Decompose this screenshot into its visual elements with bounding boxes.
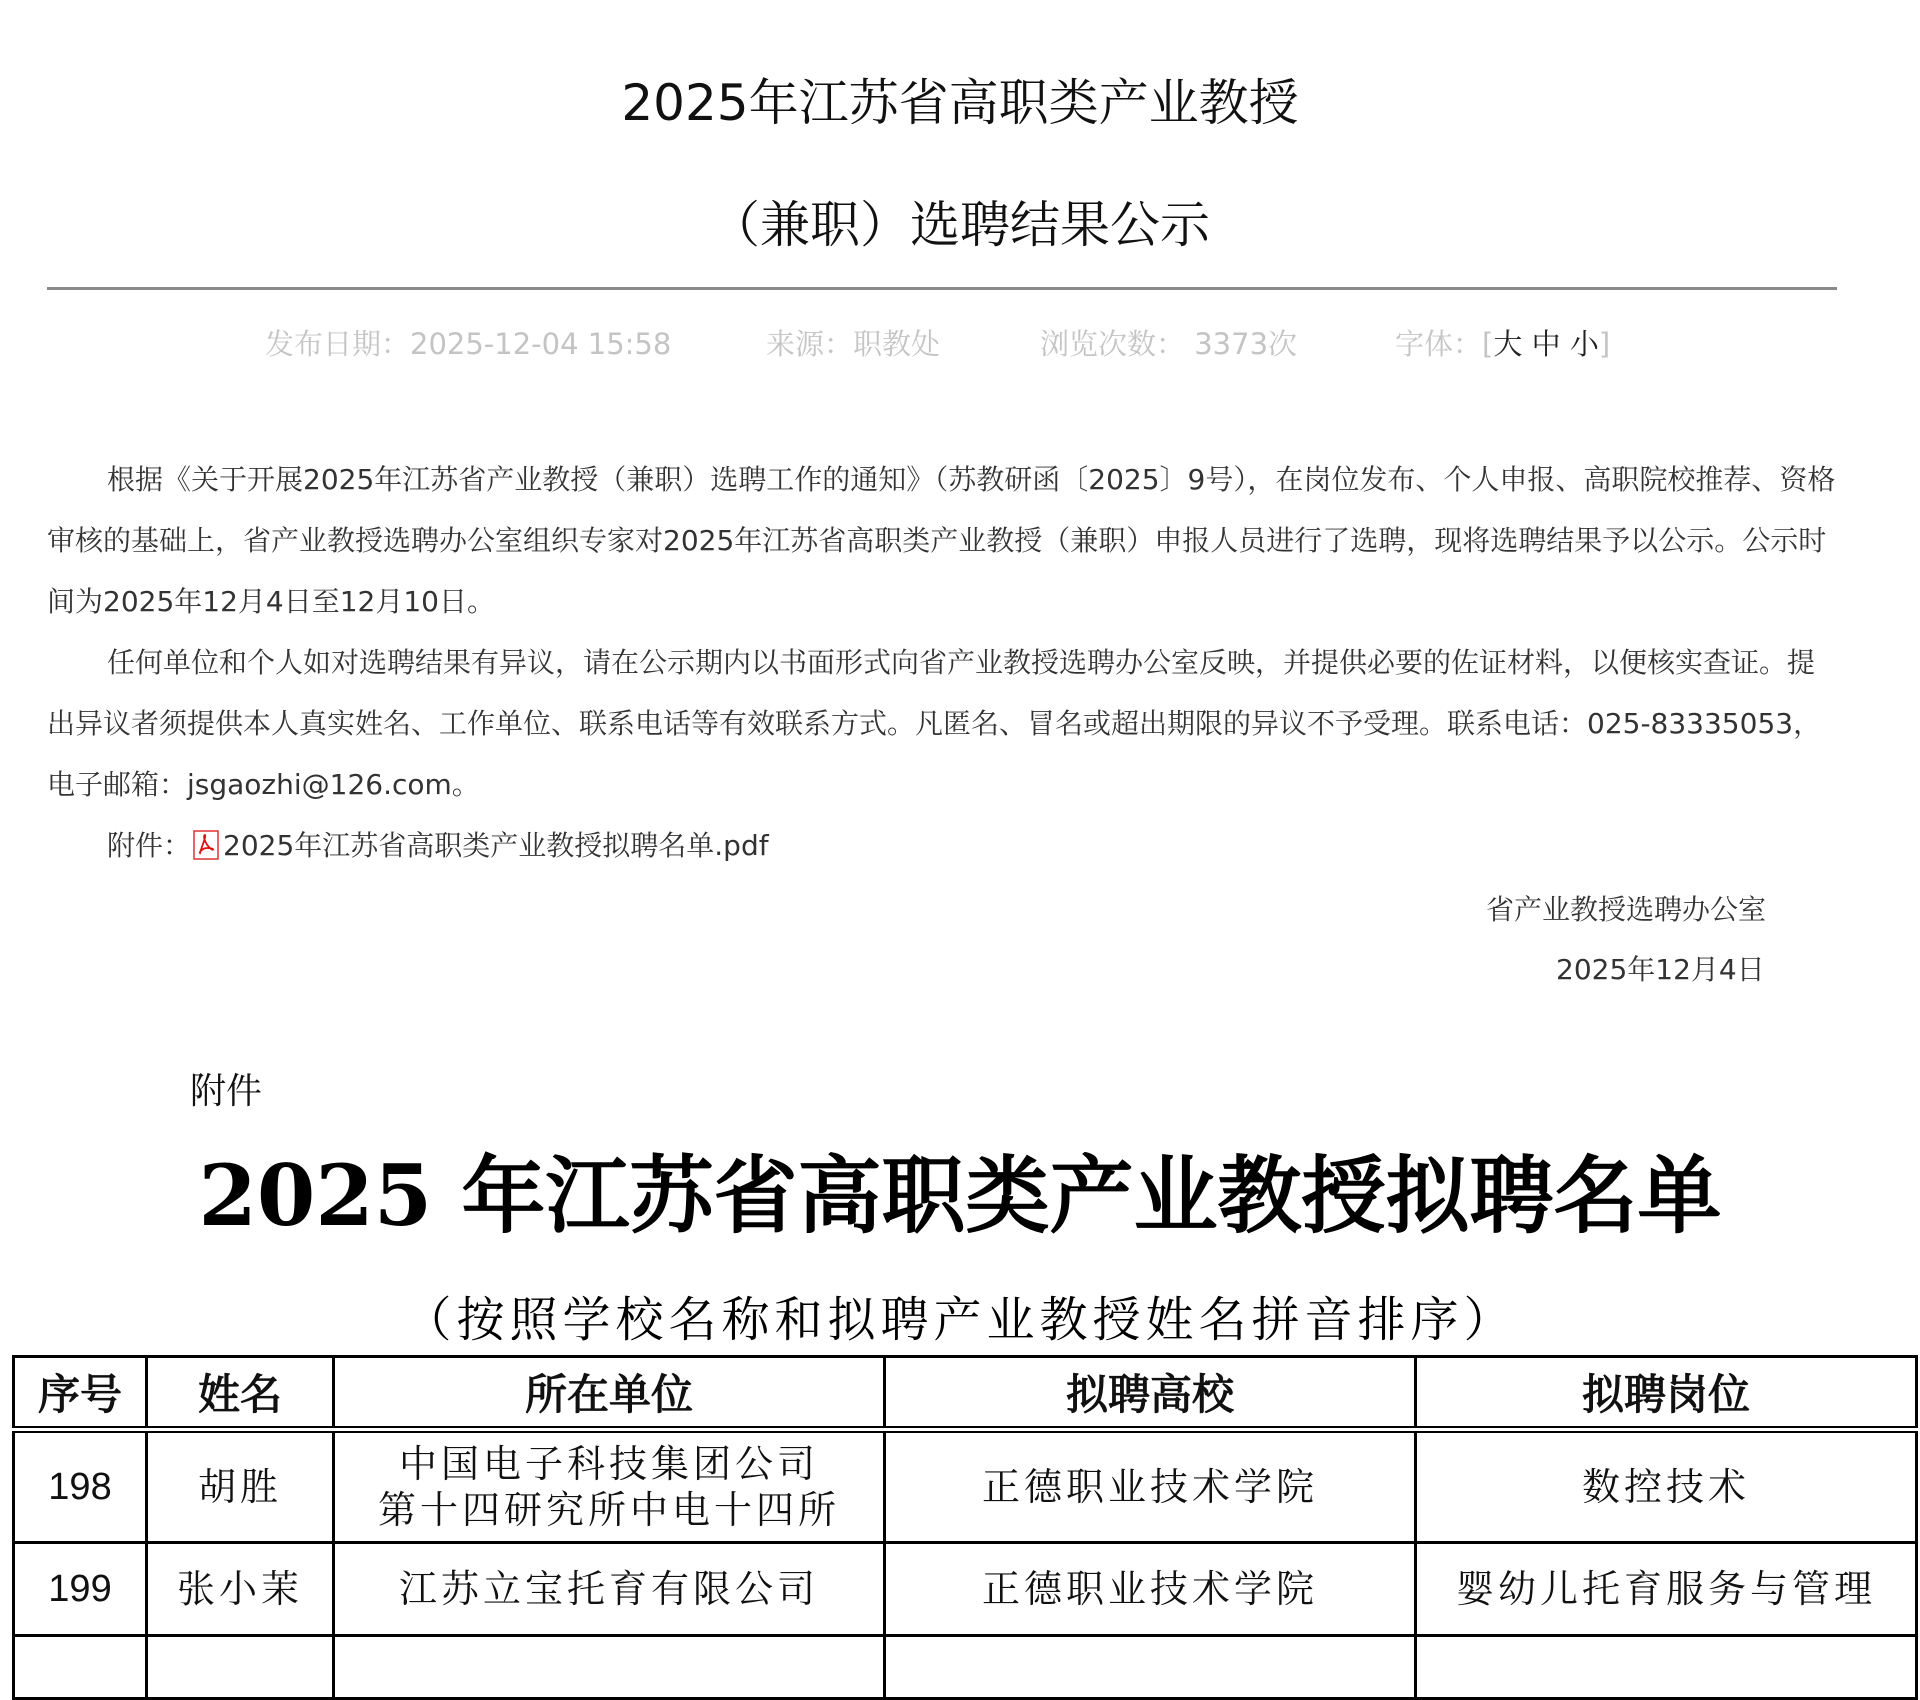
- attachment-doc-label: 附件: [190, 1071, 263, 1112]
- page-title: 2025年江苏省高职类产业教授: [621, 74, 1299, 132]
- bracket-open: [: [1482, 327, 1494, 361]
- cell-unit: 江苏立宝托育有限公司: [334, 1543, 885, 1636]
- col-header-school: 拟聘高校: [885, 1357, 1416, 1430]
- attachment-doc-title: 2025 年江苏省高职类产业教授拟聘名单: [198, 1146, 1722, 1245]
- candidate-table: [12, 1355, 1918, 1700]
- col-header-position: 拟聘岗位: [1416, 1357, 1917, 1430]
- body-paragraph-1: [47, 449, 1837, 632]
- cell-empty: [147, 1636, 334, 1699]
- cell-empty: [885, 1636, 1416, 1699]
- cell-unit: [334, 1430, 885, 1543]
- title-divider: [47, 287, 1837, 290]
- signature-date: 2025年12月4日: [1556, 953, 1765, 986]
- col-header-name: 姓名: [147, 1357, 334, 1430]
- body-paragraph-2: [47, 632, 1837, 815]
- page-title-line2: （兼职）选聘结果公示: [710, 196, 1210, 254]
- cell-position: 婴幼儿托育服务与管理: [1416, 1543, 1917, 1636]
- cell-position: 数控技术: [1416, 1430, 1917, 1543]
- font-size-medium-button[interactable]: 中: [1531, 327, 1561, 361]
- font-size-small-button[interactable]: 小: [1569, 327, 1599, 361]
- signature-org: 省产业教授选聘办公室: [1486, 893, 1767, 926]
- font-size-large-button[interactable]: 大: [1493, 327, 1523, 361]
- font-size-label: 字体：: [1395, 327, 1483, 361]
- attachment-pdf-link[interactable]: 2025年江苏省高职类产业教授拟聘名单.pdf: [223, 829, 769, 862]
- cell-no: 199: [14, 1543, 147, 1636]
- attachment-label: 附件：: [107, 829, 192, 862]
- cell-unit-line2: 第十四研究所中电十四所: [377, 1488, 840, 1532]
- article-meta: [0, 326, 1920, 362]
- table-header-row: [14, 1357, 1917, 1430]
- cell-empty: [14, 1636, 147, 1699]
- table-row: [14, 1430, 1917, 1543]
- paragraph-2-text: 任何单位和个人如对选聘结果有异议，请在公示期内以书面形式向省产业教授选聘办公室反映，并提供必要的佐证材料，以便核实查证。提出异议者须提供本人真实姓名、工作单位、联系电话等有效联系方式。凡匿名、冒名或超出期限的异议不予受理。联系电话：025-83335053，电子邮箱：jsgaozhi@126.com。: [47, 646, 1822, 801]
- cell-school: 正德职业技术学院: [885, 1543, 1416, 1636]
- attachment-line: [47, 815, 1837, 876]
- cell-unit-line1: 中国电子科技集团公司: [398, 1442, 819, 1486]
- table-row: [14, 1543, 1917, 1636]
- bracket-close: ]: [1598, 327, 1611, 361]
- col-header-no: 序号: [14, 1357, 147, 1430]
- cell-school: 正德职业技术学院: [885, 1430, 1416, 1543]
- table-row: [14, 1636, 1917, 1699]
- cell-name: 张小茉: [147, 1543, 334, 1636]
- cell-empty: [1416, 1636, 1917, 1699]
- cell-empty: [334, 1636, 885, 1699]
- publish-date: 发布日期：2025-12-04 15:58: [265, 327, 672, 361]
- cell-no: 198: [14, 1430, 147, 1543]
- attachment-doc-subtitle: （按照学校名称和拟聘产业教授姓名拼音排序）: [403, 1292, 1517, 1348]
- cell-name: 胡胜: [147, 1430, 334, 1543]
- view-count: 浏览次数： 3373次: [1040, 327, 1298, 361]
- paragraph-1-text: 根据《关于开展2025年江苏省产业教授（兼职）选聘工作的通知》（苏教研函〔2025〕9号），在岗位发布、个人申报、高职院校推荐、资格审核的基础上，省产业教授选聘办公室组织专家对2025年江苏省高职类产业教授（兼职）申报人员进行了选聘，现将选聘结果予以公示。公示时间为2025年12月4日至12月10日。: [47, 463, 1836, 618]
- font-size-switcher: [1395, 326, 1610, 362]
- source-label: 来源：职教处: [766, 327, 941, 361]
- col-header-unit: 所在单位: [334, 1357, 885, 1430]
- pdf-icon: [191, 821, 221, 853]
